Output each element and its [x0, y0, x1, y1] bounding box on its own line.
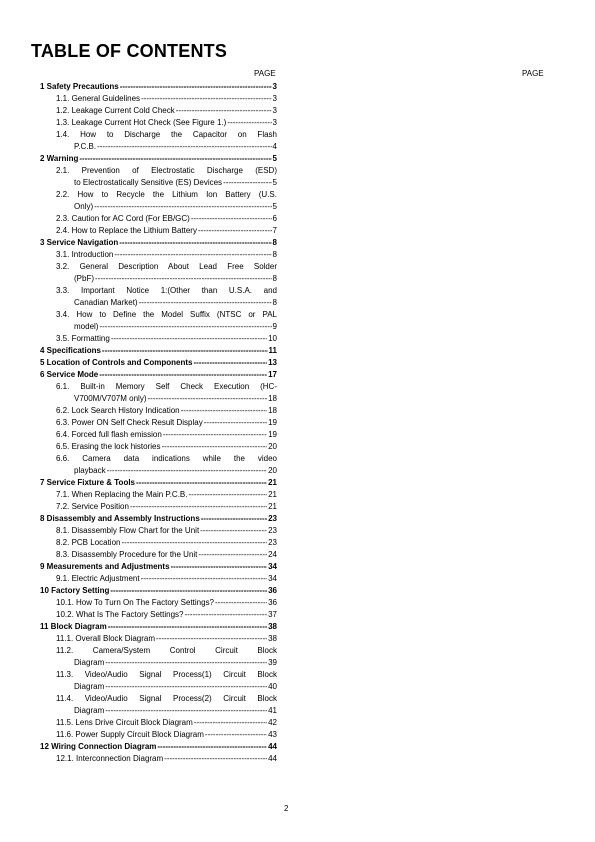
dot-leader — [121, 537, 267, 549]
toc-subsection-entry[interactable] — [56, 645, 277, 657]
toc-entry-label: 6.5. Erasing the lock histories — [56, 442, 161, 451]
toc-section-entry[interactable] — [40, 237, 277, 249]
toc-subsection-entry[interactable] — [56, 753, 277, 765]
toc-page-number: 44 — [268, 742, 277, 751]
toc-page-number: 36 — [268, 598, 277, 607]
toc-page-number: 11 — [268, 346, 277, 355]
toc-page-number: 21 — [268, 478, 277, 487]
dot-leader — [139, 297, 272, 309]
toc-subsection-entry[interactable] — [56, 525, 277, 537]
toc-row — [0, 153, 595, 165]
toc-page-number: 19 — [268, 430, 277, 439]
toc-page-number: 18 — [268, 406, 277, 415]
toc-row — [0, 417, 595, 429]
toc-entry-label: Diagram — [74, 706, 105, 715]
toc-entry-label: 11.2. Camera/System Control Circuit Block — [56, 646, 277, 655]
dot-leader — [157, 741, 267, 753]
toc-subsection-entry[interactable] — [56, 537, 277, 549]
dot-leader — [171, 561, 268, 573]
dot-leader — [99, 369, 267, 381]
toc-page-number: 21 — [268, 490, 277, 499]
toc-row — [0, 597, 595, 609]
toc-row — [0, 261, 595, 273]
toc-row — [0, 333, 595, 345]
toc-row — [0, 297, 595, 309]
toc-entry-label: 2.3. Caution for AC Cord (For EB/GC) — [56, 214, 190, 223]
toc-section-entry[interactable] — [40, 345, 277, 357]
toc-subsection-entry[interactable] — [56, 285, 277, 297]
toc-row — [0, 573, 595, 585]
toc-row — [0, 501, 595, 513]
toc-entry-label: 2 Warning — [40, 154, 79, 163]
toc-subsection-entry[interactable] — [56, 693, 277, 705]
dot-leader — [227, 117, 271, 129]
dot-leader — [99, 321, 271, 333]
toc-row — [0, 645, 595, 657]
dot-leader — [114, 249, 271, 261]
dot-leader — [111, 333, 267, 345]
dot-leader — [198, 549, 267, 561]
toc-entry-continuation[interactable] — [74, 465, 277, 477]
toc-subsection-entry[interactable] — [56, 597, 277, 609]
dot-leader — [95, 273, 272, 285]
toc-entry-label: 12 Wiring Connection Diagram — [40, 742, 157, 751]
toc-subsection-entry[interactable] — [56, 129, 277, 141]
toc-page-number: 18 — [268, 394, 277, 403]
toc-page-number: 20 — [268, 442, 277, 451]
toc-row — [0, 585, 595, 597]
toc-entry-continuation[interactable] — [74, 705, 277, 717]
dot-leader — [136, 477, 267, 489]
toc-row — [0, 189, 595, 201]
dot-leader — [105, 705, 267, 717]
toc-page-number: 5 — [272, 202, 277, 211]
toc-row — [0, 633, 595, 645]
toc-subsection-entry[interactable] — [56, 717, 277, 729]
toc-entry-label: (PbF) — [74, 274, 94, 283]
dot-leader — [201, 513, 267, 525]
toc-entry-label: 6 Service Mode — [40, 370, 99, 379]
document-title: TABLE OF CONTENTS — [31, 41, 228, 61]
toc-subsection-entry[interactable] — [56, 261, 277, 273]
toc-row — [0, 705, 595, 717]
toc-section-entry[interactable] — [40, 369, 277, 381]
table-of-contents — [0, 81, 595, 765]
toc-page-number: 5 — [272, 178, 277, 187]
toc-row — [0, 345, 595, 357]
toc-entry-label: 1.4. How to Discharge the Capacitor on Flash — [56, 130, 277, 139]
toc-page-number: 37 — [268, 610, 277, 619]
toc-row — [0, 741, 595, 753]
toc-entry-label: 6.6. Camera data indications while the video — [56, 454, 277, 463]
toc-entry-label: 8.3. Disassembly Procedure for the Unit — [56, 550, 198, 559]
dot-leader — [108, 621, 267, 633]
toc-page-number: 3 — [272, 82, 277, 91]
toc-row — [0, 249, 595, 261]
toc-row — [0, 429, 595, 441]
dot-leader — [110, 585, 267, 597]
toc-row — [0, 753, 595, 765]
toc-subsection-entry[interactable] — [56, 633, 277, 645]
dot-leader — [164, 753, 267, 765]
toc-section-entry[interactable] — [40, 357, 277, 369]
toc-page-number: 20 — [268, 466, 277, 475]
toc-page-number: 21 — [268, 502, 277, 511]
toc-entry-continuation[interactable] — [74, 177, 277, 189]
toc-entry-label: 6.1. Built-in Memory Self Check Execution (HC- — [56, 382, 277, 391]
toc-row — [0, 549, 595, 561]
toc-row — [0, 729, 595, 741]
dot-leader — [215, 597, 267, 609]
dot-leader — [188, 489, 267, 501]
toc-row — [0, 105, 595, 117]
dot-leader — [205, 729, 267, 741]
toc-entry-continuation[interactable] — [74, 297, 277, 309]
toc-subsection-entry[interactable] — [56, 381, 277, 393]
toc-entry-label: 2.4. How to Replace the Lithium Battery — [56, 226, 197, 235]
toc-entry-label: 2.2. How to Recycle the Lithium Ion Battery (U.S. — [56, 190, 277, 199]
dot-leader — [176, 105, 272, 117]
toc-page-number: 34 — [268, 562, 277, 571]
toc-row — [0, 93, 595, 105]
toc-subsection-entry[interactable] — [56, 453, 277, 465]
toc-page-number: 7 — [272, 226, 277, 235]
dot-leader — [198, 225, 272, 237]
dot-leader — [105, 657, 267, 669]
toc-entry-label: 1 Safety Precautions — [40, 82, 119, 91]
toc-section-entry[interactable] — [40, 513, 277, 525]
dot-leader — [156, 633, 267, 645]
dot-leader — [141, 93, 271, 105]
toc-section-entry[interactable] — [40, 81, 277, 93]
toc-page-number: 44 — [268, 754, 277, 763]
toc-subsection-entry[interactable] — [56, 549, 277, 561]
toc-section-entry[interactable] — [40, 477, 277, 489]
toc-entry-label: 1.1. General Guidelines — [56, 94, 141, 103]
toc-entry-label: 3.4. How to Define the Model Suffix (NTSC or PAL — [56, 310, 277, 319]
dot-leader — [191, 213, 272, 225]
dot-leader — [184, 609, 267, 621]
toc-row — [0, 465, 595, 477]
toc-entry-label: 8 Disassembly and Assembly Instructions — [40, 514, 200, 523]
toc-entry-label: 10.2. What Is The Factory Settings? — [56, 610, 184, 619]
page-column-header-right: PAGE — [522, 69, 544, 78]
dot-leader — [200, 525, 267, 537]
dot-leader — [119, 237, 271, 249]
toc-row — [0, 381, 595, 393]
toc-page-number: 5 — [272, 154, 277, 163]
toc-row — [0, 657, 595, 669]
toc-row — [0, 609, 595, 621]
toc-entry-label: 12.1. Interconnection Diagram — [56, 754, 164, 763]
toc-subsection-entry[interactable] — [56, 105, 277, 117]
toc-row — [0, 129, 595, 141]
toc-entry-label: 2.1. Prevention of Electrostatic Discharge (ESD) — [56, 166, 277, 175]
toc-page-number: 3 — [272, 118, 277, 127]
toc-entry-label: 1.3. Leakage Current Hot Check (See Figure 1.) — [56, 118, 227, 127]
toc-row — [0, 393, 595, 405]
toc-row — [0, 141, 595, 153]
dot-leader — [79, 153, 271, 165]
toc-entry-label: 7 Service Fixture & Tools — [40, 478, 135, 487]
toc-page-number: 3 — [272, 94, 277, 103]
toc-entry-label: Canadian Market) — [74, 298, 138, 307]
toc-section-entry[interactable] — [40, 153, 277, 165]
toc-page-number: 6 — [272, 214, 277, 223]
dot-leader — [97, 141, 271, 153]
toc-page-number: 34 — [268, 574, 277, 583]
dot-leader — [130, 501, 267, 513]
toc-row — [0, 201, 595, 213]
toc-subsection-entry[interactable] — [56, 405, 277, 417]
toc-row — [0, 441, 595, 453]
dot-leader — [147, 393, 267, 405]
toc-subsection-entry[interactable] — [56, 489, 277, 501]
toc-subsection-entry[interactable] — [56, 729, 277, 741]
toc-subsection-entry[interactable] — [56, 117, 277, 129]
toc-subsection-entry[interactable] — [56, 189, 277, 201]
toc-row — [0, 165, 595, 177]
toc-entry-label: 5 Location of Controls and Components — [40, 358, 193, 367]
toc-page-number: 9 — [272, 322, 277, 331]
toc-subsection-entry[interactable] — [56, 573, 277, 585]
dot-leader — [194, 717, 267, 729]
toc-row — [0, 369, 595, 381]
toc-row — [0, 681, 595, 693]
toc-entry-label: playback — [74, 466, 106, 475]
toc-row — [0, 237, 595, 249]
toc-page-number: 8 — [272, 250, 277, 259]
toc-page-number: 23 — [268, 538, 277, 547]
toc-entry-label: 11.6. Power Supply Circuit Block Diagram — [56, 730, 204, 739]
toc-entry-label: Diagram — [74, 658, 105, 667]
toc-entry-continuation[interactable] — [74, 681, 277, 693]
toc-subsection-entry[interactable] — [56, 669, 277, 681]
toc-section-entry[interactable] — [40, 741, 277, 753]
toc-entry-label: 3.3. Important Notice 1:(Other than U.S.A. and — [56, 286, 277, 295]
toc-entry-label: 11 Block Diagram — [40, 622, 107, 631]
toc-row — [0, 489, 595, 501]
dot-leader — [163, 429, 267, 441]
toc-page-number: 38 — [268, 634, 277, 643]
toc-entry-label: 9 Measurements and Adjustments — [40, 562, 170, 571]
toc-subsection-entry[interactable] — [56, 213, 277, 225]
toc-entry-label: 8.1. Disassembly Flow Chart for the Unit — [56, 526, 200, 535]
toc-entry-label: 6.4. Forced full flash emission — [56, 430, 162, 439]
toc-entry-label: V700M/V707M only) — [74, 394, 147, 403]
toc-row — [0, 513, 595, 525]
toc-entry-label: 6.2. Lock Search History Indication — [56, 406, 180, 415]
toc-entry-label: 3.5. Formatting — [56, 334, 110, 343]
toc-entry-label: 10 Factory Setting — [40, 586, 110, 595]
dot-leader — [102, 345, 268, 357]
toc-entry-label: 11.5. Lens Drive Circuit Block Diagram — [56, 718, 193, 727]
toc-entry-label: Diagram — [74, 682, 105, 691]
toc-entry-label: 6.3. Power ON Self Check Result Display — [56, 418, 203, 427]
toc-entry-label: 3.1. Introduction — [56, 250, 114, 259]
toc-entry-label: 4 Specifications — [40, 346, 101, 355]
toc-entry-continuation[interactable] — [74, 393, 277, 405]
toc-row — [0, 405, 595, 417]
toc-page-number: 39 — [268, 658, 277, 667]
toc-page-number: 10 — [268, 334, 277, 343]
toc-entry-label: 8.2. PCB Location — [56, 538, 121, 547]
toc-entry-label: 11.3. Video/Audio Signal Process(1) Circuit Block — [56, 670, 277, 679]
toc-entry-label: model) — [74, 322, 99, 331]
toc-entry-label: 1.2. Leakage Current Cold Check — [56, 106, 175, 115]
toc-row — [0, 717, 595, 729]
toc-page-number: 23 — [268, 526, 277, 535]
toc-page-number: 41 — [268, 706, 277, 715]
toc-subsection-entry[interactable] — [56, 441, 277, 453]
toc-subsection-entry[interactable] — [56, 501, 277, 513]
page-number: 2 — [284, 804, 289, 813]
toc-row — [0, 285, 595, 297]
dot-leader — [162, 441, 268, 453]
toc-page-number: 43 — [268, 730, 277, 739]
toc-row — [0, 477, 595, 489]
toc-row — [0, 693, 595, 705]
toc-page-number: 13 — [268, 358, 277, 367]
toc-page-number: 38 — [268, 622, 277, 631]
toc-entry-label: 9.1. Electric Adjustment — [56, 574, 140, 583]
toc-subsection-entry[interactable] — [56, 225, 277, 237]
toc-entry-label: 10.1. How To Turn On The Factory Settings? — [56, 598, 215, 607]
dot-leader — [105, 681, 267, 693]
toc-entry-continuation[interactable] — [74, 321, 277, 333]
dot-leader — [223, 177, 271, 189]
toc-section-entry[interactable] — [40, 585, 277, 597]
toc-entry-label: P.C.B. — [74, 142, 97, 151]
toc-row — [0, 177, 595, 189]
toc-row — [0, 525, 595, 537]
toc-page-number: 23 — [268, 514, 277, 523]
toc-subsection-entry[interactable] — [56, 429, 277, 441]
toc-page-number: 17 — [268, 370, 277, 379]
toc-page-number: 24 — [268, 550, 277, 559]
toc-page-number: 19 — [268, 418, 277, 427]
dot-leader — [141, 573, 268, 585]
toc-entry-continuation[interactable] — [74, 657, 277, 669]
dot-leader — [94, 201, 271, 213]
toc-subsection-entry[interactable] — [56, 93, 277, 105]
toc-entry-label: to Electrostatically Sensitive (ES) Devices — [74, 178, 223, 187]
toc-page-number: 4 — [272, 142, 277, 151]
toc-subsection-entry[interactable] — [56, 165, 277, 177]
toc-row — [0, 273, 595, 285]
toc-row — [0, 537, 595, 549]
toc-subsection-entry[interactable] — [56, 609, 277, 621]
toc-page-number: 8 — [272, 238, 277, 247]
toc-row — [0, 357, 595, 369]
toc-entry-label: 3 Service Navigation — [40, 238, 119, 247]
toc-row — [0, 81, 595, 93]
dot-leader — [181, 405, 267, 417]
toc-row — [0, 669, 595, 681]
toc-row — [0, 561, 595, 573]
toc-section-entry[interactable] — [40, 621, 277, 633]
toc-entry-label: 11.4. Video/Audio Signal Process(2) Circuit Block — [56, 694, 277, 703]
toc-subsection-entry[interactable] — [56, 417, 277, 429]
toc-subsection-entry[interactable] — [56, 333, 277, 345]
toc-entry-label: Only) — [74, 202, 94, 211]
dot-leader — [120, 81, 272, 93]
page-column-header-left: PAGE — [254, 69, 276, 78]
toc-entry-continuation[interactable] — [74, 273, 277, 285]
dot-leader — [193, 357, 267, 369]
dot-leader — [107, 465, 268, 477]
toc-row — [0, 321, 595, 333]
toc-row — [0, 117, 595, 129]
toc-entry-label: 11.1. Overall Block Diagram — [56, 634, 155, 643]
toc-entry-label: 7.1. When Replacing the Main P.C.B. — [56, 490, 188, 499]
toc-section-entry[interactable] — [40, 561, 277, 573]
toc-page-number: 8 — [272, 274, 277, 283]
toc-row — [0, 213, 595, 225]
toc-subsection-entry[interactable] — [56, 309, 277, 321]
dot-leader — [204, 417, 267, 429]
toc-row — [0, 225, 595, 237]
toc-page-number: 40 — [268, 682, 277, 691]
toc-page-number: 42 — [268, 718, 277, 727]
toc-entry-label: 7.2. Service Position — [56, 502, 129, 511]
toc-entry-continuation[interactable] — [74, 201, 277, 213]
toc-page-number: 3 — [272, 106, 277, 115]
toc-row — [0, 309, 595, 321]
toc-page-number: 8 — [272, 298, 277, 307]
toc-entry-continuation[interactable] — [74, 141, 277, 153]
toc-entry-label: 3.2. General Description About Lead Free Solder — [56, 262, 277, 271]
toc-subsection-entry[interactable] — [56, 249, 277, 261]
toc-page-number: 36 — [268, 586, 277, 595]
toc-row — [0, 621, 595, 633]
toc-row — [0, 453, 595, 465]
